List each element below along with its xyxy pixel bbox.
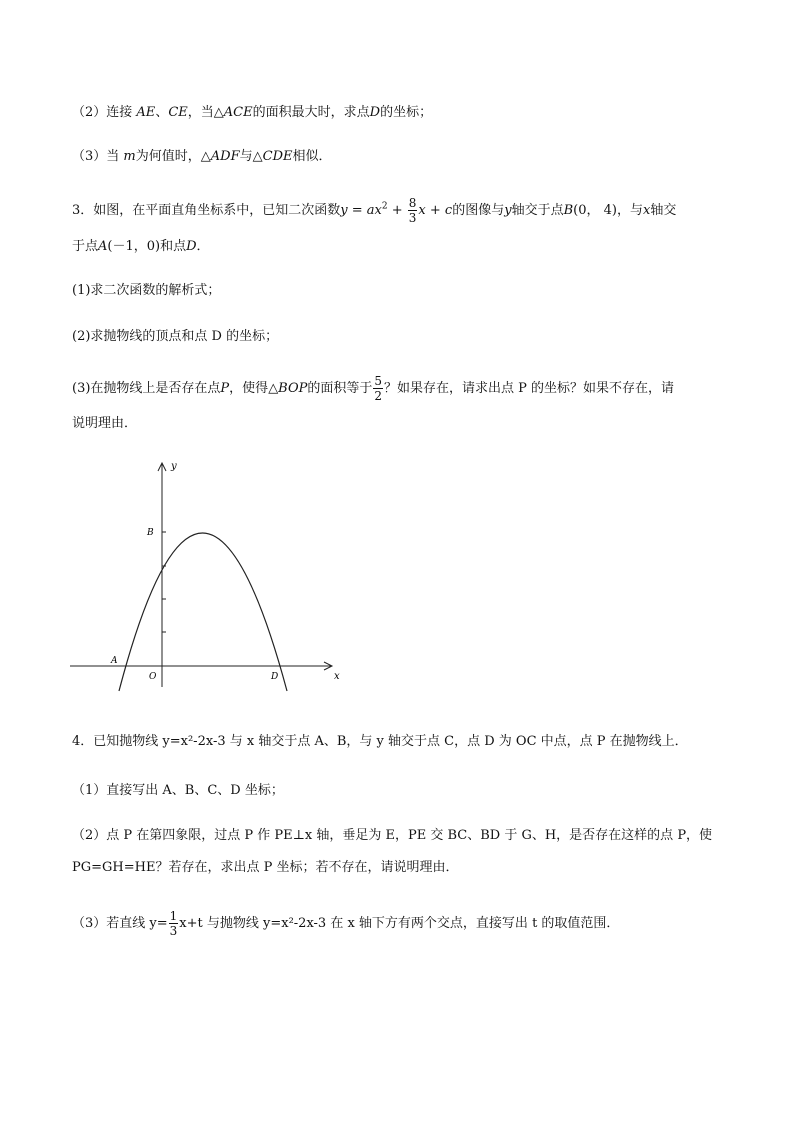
fraction-5-2: $\frac{5}{2}$ [374, 374, 383, 403]
question-4-part-1: （1）直接写出 A、B、C、D 坐标； [72, 783, 284, 798]
question-4-statement: 4．已知抛物线 y=x²-2x-3 与 x 轴交于点 A、B，与 y 轴交于点 C，点 D 为 OC 中点，点 P 在抛物线上． [72, 734, 688, 749]
question-3-part-1: (1)求二次函数的解析式； [72, 283, 221, 298]
question-2-part-3: （3）当 m为何值时，△ADF与△CDE相似． [72, 149, 332, 164]
question-4-part-2-continued: PG=GH=HE？若存在，求出点 P 坐标；若不存在，请说明理由． [72, 860, 459, 875]
question-3-part-2: (2)求抛物线的顶点和点 D 的坐标； [72, 329, 279, 344]
x-axis-label: x [334, 671, 340, 682]
question-2-part-2: （2）连接 AE、CE，当△ACE的面积最大时，求点D的坐标； [72, 105, 433, 120]
question-3-part-3-continued: 说明理由． [72, 416, 138, 431]
question-4-part-2: （2）点 P 在第四象限，过点 P 作 PE⊥x 轴，垂足为 E，PE 交 BC、BD 于 G、H，是否存在这样的点 P，使 [72, 828, 713, 843]
point-a-label: A [111, 656, 118, 666]
fraction-8-3: $\frac{8}{3}$ [408, 196, 417, 225]
parabola-curve [119, 533, 287, 691]
y-axis-label: y [171, 461, 177, 472]
origin-label: O [149, 672, 157, 682]
point-b-label: B [147, 528, 154, 538]
parabola-graph [60, 455, 360, 700]
question-3-statement-line-1: 3．如图，在平面直角坐标系中，已知二次函数$y = ax^2$ + $\frac{8}{3}$ x + c的图像与y轴交于点B(0， 4)，与x轴交 [72, 196, 677, 225]
question-3-statement-line-2: 于点A(－1，0)和点D． [72, 239, 210, 254]
question-3-part-3: (3)在抛物线上是否存在点P，使得△BOP的面积等于 $\frac{5}{2}$ ？如果存在，请求出点 P 的坐标？如果不存在，请 [72, 374, 675, 403]
fraction-1-3: $\frac{1}{3}$ [169, 909, 178, 938]
point-d-label: D [271, 672, 279, 682]
question-4-part-3: （3）若直线 y= $\frac{1}{3}$ x+t 与抛物线 y=x²-2x-3 在 x 轴下方有两个交点，直接写出 t 的取值范围． [72, 909, 620, 938]
